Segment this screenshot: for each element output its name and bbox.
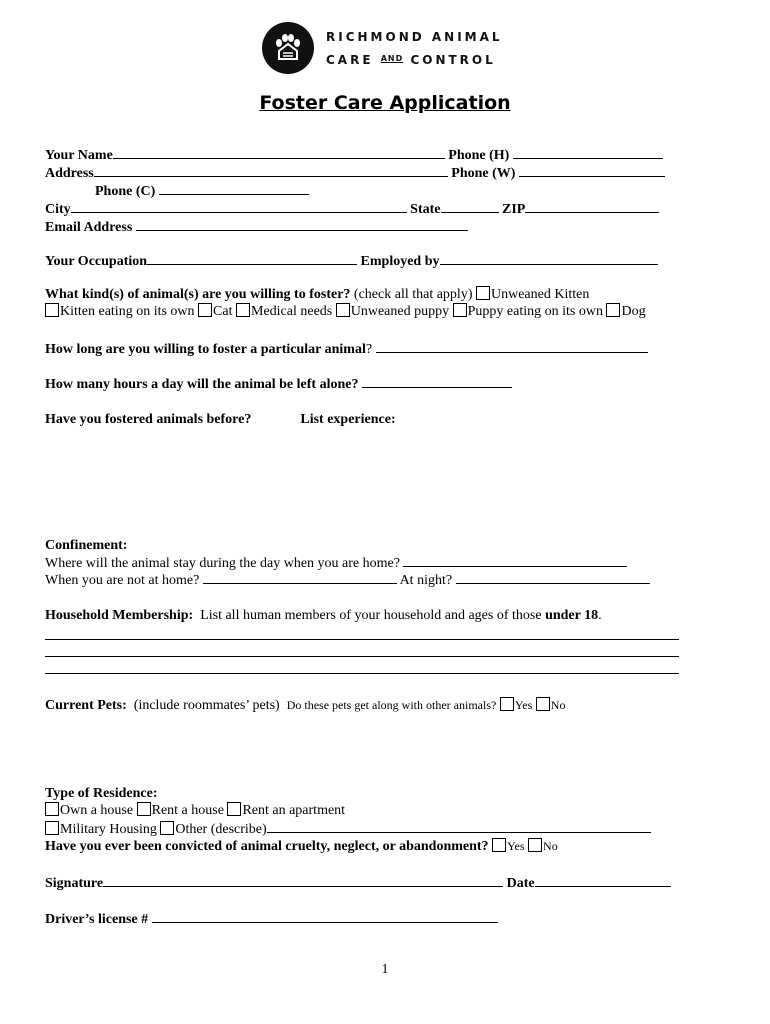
- occupation-field[interactable]: [147, 252, 357, 265]
- how-long-row: How long are you willing to foster a particular animal?: [45, 340, 648, 358]
- residence-row2: [45, 820, 651, 838]
- cat-label: Cat: [213, 304, 233, 319]
- zip-field[interactable]: [525, 200, 659, 213]
- household-text: List all human members of your household and ages of those: [200, 608, 542, 623]
- unweaned-kitten-checkbox[interactable]: [476, 286, 490, 300]
- employed-by-label: Employed by: [360, 254, 440, 269]
- not-home-label: When you are not at home?: [45, 573, 200, 588]
- name-label: Your Name: [45, 148, 113, 163]
- convicted-question: Have you ever been convicted of animal cruelty, neglect, or abandonment?: [45, 839, 489, 854]
- rent-house-checkbox[interactable]: [137, 802, 151, 816]
- how-long-field[interactable]: [376, 340, 648, 353]
- drivers-license-label: Driver’s license #: [45, 912, 149, 927]
- household-line-3[interactable]: [45, 673, 679, 674]
- page-number: 1: [381, 962, 389, 977]
- day-home-label: Where will the animal stay during the day when you are home?: [45, 556, 400, 571]
- dog-label: Dog: [621, 304, 646, 319]
- night-field[interactable]: [456, 571, 650, 584]
- residence-heading: Type of Residence:: [45, 786, 158, 801]
- puppy-own-checkbox[interactable]: [453, 303, 467, 317]
- convicted-row: [45, 838, 558, 855]
- how-long-label: How long are you willing to foster a particular animal: [45, 342, 366, 357]
- phone-h-field[interactable]: [513, 146, 663, 159]
- other-label: Other (describe): [175, 822, 267, 837]
- page-title: Foster Care Application: [259, 92, 511, 114]
- pets-include: (include roommates’ pets): [133, 698, 280, 713]
- name-row: [45, 146, 663, 164]
- hours-alone-row: [45, 375, 512, 393]
- convicted-no-checkbox[interactable]: [528, 838, 542, 852]
- fostered-row: [45, 411, 396, 428]
- signature-field[interactable]: [103, 874, 503, 887]
- logo-control: CONTROL: [410, 52, 496, 67]
- own-house-checkbox[interactable]: [45, 802, 59, 816]
- phone-c-label: Phone (C): [95, 184, 156, 199]
- military-label: Military Housing: [60, 822, 157, 837]
- animal-kind-row1: [45, 286, 589, 303]
- license-row: [45, 910, 498, 928]
- night-label: At night?: [399, 573, 453, 588]
- email-label: Email Address: [45, 220, 133, 235]
- pets-question: Do these pets get along with other animals?: [286, 698, 497, 712]
- logo: [262, 22, 503, 74]
- drivers-license-field[interactable]: [152, 910, 498, 923]
- animal-kind-hint: (check all that apply): [353, 287, 473, 302]
- animal-kind-question: What kind(s) of animal(s) are you willing to foster?: [45, 287, 351, 302]
- animal-kind-row2: [45, 303, 646, 320]
- phone-c-row: [95, 182, 309, 200]
- phone-h-label: Phone (H): [448, 148, 510, 163]
- phone-c-field[interactable]: [159, 182, 309, 195]
- signature-row: [45, 874, 671, 892]
- logo-text: [326, 26, 503, 71]
- date-label: Date: [506, 876, 535, 891]
- day-home-field[interactable]: [403, 554, 627, 567]
- rent-house-label: Rent a house: [151, 803, 224, 818]
- convicted-yes-checkbox[interactable]: [492, 838, 506, 852]
- city-field[interactable]: [71, 200, 407, 213]
- state-field[interactable]: [441, 200, 499, 213]
- kitten-own-checkbox[interactable]: [45, 303, 59, 317]
- pets-yes-checkbox[interactable]: [500, 697, 514, 711]
- occupation-row: [45, 252, 658, 270]
- unweaned-puppy-label: Unweaned puppy: [350, 304, 450, 319]
- military-checkbox[interactable]: [45, 821, 59, 835]
- puppy-own-label: Puppy eating on its own: [467, 304, 603, 319]
- logo-line1: RICHMOND ANIMAL: [326, 29, 503, 44]
- household-line-2[interactable]: [45, 656, 679, 657]
- name-field[interactable]: [113, 146, 445, 159]
- hours-alone-field[interactable]: [362, 375, 512, 388]
- address-row: [45, 164, 665, 182]
- state-label: State: [410, 202, 441, 217]
- not-home-row: [45, 571, 650, 589]
- fostered-before-label: Have you fostered animals before?: [45, 412, 252, 427]
- kitten-own-label: Kitten eating on its own: [60, 304, 195, 319]
- medical-needs-checkbox[interactable]: [236, 303, 250, 317]
- city-row: [45, 200, 659, 218]
- paw-house-icon: [262, 22, 314, 74]
- rent-apartment-checkbox[interactable]: [227, 802, 241, 816]
- employed-by-field[interactable]: [440, 252, 658, 265]
- cat-checkbox[interactable]: [198, 303, 212, 317]
- phone-w-label: Phone (W): [451, 166, 516, 181]
- logo-line2: [326, 48, 503, 71]
- date-field[interactable]: [535, 874, 671, 887]
- address-label: Address: [45, 166, 94, 181]
- household-row: Household Membership: List all human members of your household and ages of those under 18.: [45, 608, 602, 623]
- pets-heading: Current Pets:: [45, 698, 127, 713]
- convicted-yes-label: Yes: [507, 839, 525, 853]
- other-checkbox[interactable]: [160, 821, 174, 835]
- pets-row: [45, 697, 565, 714]
- day-home-row: [45, 554, 627, 572]
- unweaned-kitten-label: Unweaned Kitten: [490, 287, 590, 302]
- logo-care: CARE: [326, 52, 374, 67]
- hours-alone-label: How many hours a day will the animal be left alone?: [45, 377, 359, 392]
- confinement-heading: Confinement:: [45, 538, 128, 553]
- email-field[interactable]: [136, 218, 468, 231]
- phone-w-field[interactable]: [519, 164, 665, 177]
- unweaned-puppy-checkbox[interactable]: [336, 303, 350, 317]
- own-house-label: Own a house: [60, 803, 134, 818]
- pets-yes-label: Yes: [514, 698, 533, 712]
- pets-no-checkbox[interactable]: [536, 697, 550, 711]
- household-heading: Household Membership:: [45, 608, 194, 623]
- logo-and: AND: [380, 53, 404, 63]
- household-line-1[interactable]: [45, 639, 679, 640]
- rent-apartment-label: Rent an apartment: [242, 803, 346, 818]
- residence-row1: [45, 802, 345, 819]
- household-under: under 18: [545, 608, 599, 623]
- not-home-field[interactable]: [203, 571, 397, 584]
- city-label: City: [45, 202, 71, 217]
- zip-label: ZIP: [502, 202, 526, 217]
- address-field[interactable]: [94, 164, 448, 177]
- other-describe-field[interactable]: [267, 820, 651, 833]
- list-experience-label: List experience:: [300, 412, 396, 427]
- occupation-label: Your Occupation: [45, 254, 148, 269]
- pets-no-label: No: [550, 698, 566, 712]
- dog-checkbox[interactable]: [606, 303, 620, 317]
- medical-needs-label: Medical needs: [251, 304, 333, 319]
- signature-label: Signature: [45, 876, 104, 891]
- email-row: [45, 218, 468, 236]
- convicted-no-label: No: [543, 839, 558, 853]
